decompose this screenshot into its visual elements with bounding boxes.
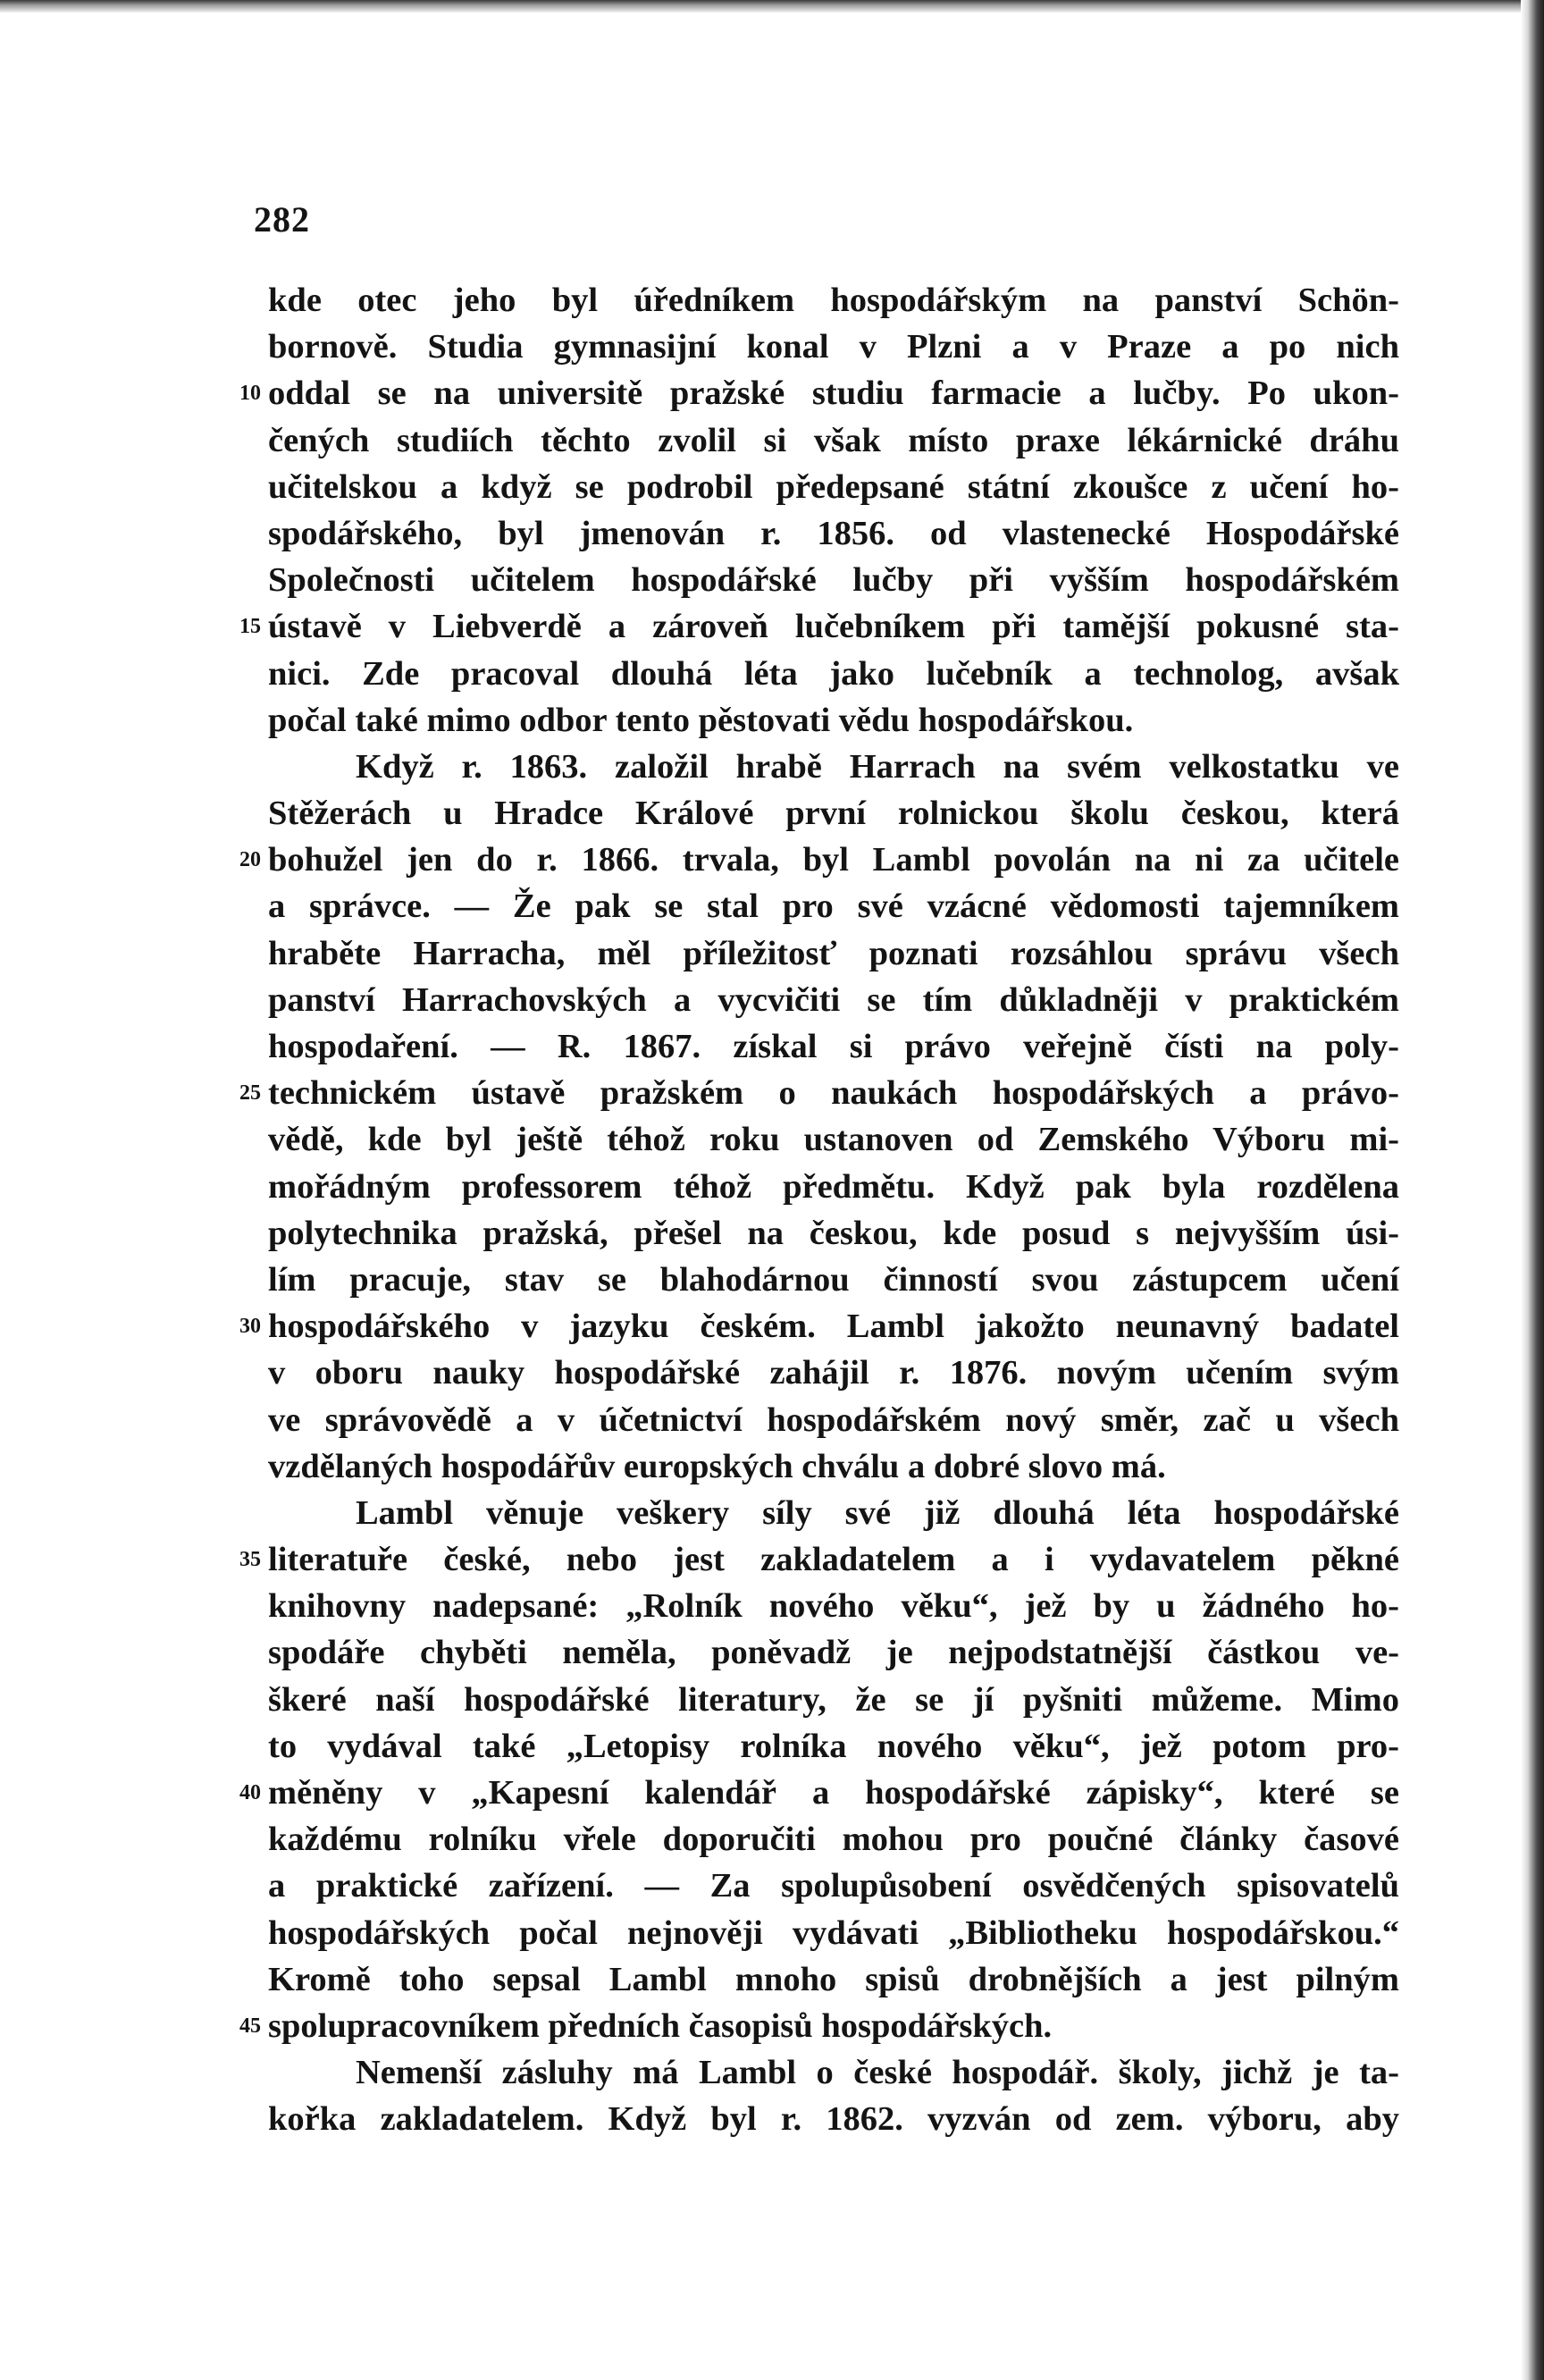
text-line bbox=[268, 790, 1399, 837]
line-text: hraběte Harracha, měl příležitosť poznati rozsáhlou správu všech bbox=[268, 934, 1399, 972]
text-line bbox=[268, 277, 1399, 324]
line-text: ve správovědě a v účetnictví hospodářském nový směr, zač u všech bbox=[268, 1400, 1399, 1439]
line-text: knihovny nadepsané: „Rolník nového věku“, jež by u žádného ho- bbox=[268, 1587, 1399, 1626]
text-line bbox=[268, 1956, 1399, 2003]
line-text: v oboru nauky hospodářské zahájil r. 1876. novým učením svým bbox=[268, 1354, 1399, 1392]
line-number-marker: 15 bbox=[239, 615, 261, 639]
line-text: měněny v „Kapesní kalendář a hospodářské zápisky“, které se bbox=[268, 1774, 1399, 1812]
text-line bbox=[239, 370, 1399, 416]
line-text: polytechnika pražská, přešel na českou, kde posud s nejvyšším úsi- bbox=[268, 1214, 1399, 1252]
text-line bbox=[268, 651, 1399, 697]
scan-edge-top bbox=[0, 0, 1544, 13]
line-text: hospodaření. — R. 1867. získal si právo veřejně čísti na poly- bbox=[268, 1028, 1399, 1065]
text-line bbox=[268, 1443, 1399, 1490]
text-line bbox=[268, 1164, 1399, 1210]
text-line bbox=[268, 1023, 1399, 1070]
line-text: čených studiích těchto zvolil si však místo praxe lékárnické dráhu bbox=[268, 421, 1399, 459]
line-text: hospodářských počal nejnověji vydávati „Bibliotheku hospodářskou.“ bbox=[268, 1913, 1399, 1952]
line-text: Kromě toho sepsal Lambl mnoho spisů drobnějších a jest pilným bbox=[268, 1960, 1399, 1998]
line-text: škeré naší hospodářské literatury, že se jí pyšniti můžeme. Mimo bbox=[268, 1680, 1399, 1719]
page-number: 282 bbox=[254, 199, 310, 240]
body-text bbox=[239, 277, 1399, 2143]
text-line bbox=[239, 2003, 1399, 2049]
line-text: literatuře české, nebo jest zakladatelem a i vydavatelem pěkné bbox=[268, 1541, 1399, 1579]
line-number-marker: 45 bbox=[239, 2014, 261, 2038]
text-line bbox=[239, 1536, 1399, 1583]
text-line bbox=[268, 1863, 1399, 1909]
text-line bbox=[268, 883, 1399, 929]
text-line bbox=[268, 1910, 1399, 1956]
text-line bbox=[268, 744, 1399, 790]
line-text: počal také mimo odbor tento pěstovati vědu hospodářskou. bbox=[268, 701, 1134, 739]
line-number-marker: 40 bbox=[239, 1781, 261, 1804]
line-text: Lambl věnuje veškery síly své již dlouhá léta hospodářské bbox=[356, 1493, 1399, 1532]
line-number-marker: 30 bbox=[239, 1315, 261, 1339]
line-text: mořádným professorem téhož předmětu. Když pak byla rozdělena bbox=[268, 1167, 1399, 1206]
scan-edge-right bbox=[1521, 0, 1544, 2380]
line-text: bornově. Studia gymnasijní konal v Plzni a v Praze a po nich bbox=[268, 328, 1399, 366]
text-line bbox=[239, 1770, 1399, 1816]
line-text: Nemenší zásluhy má Lambl o české hospodář. školy, jichž je ta- bbox=[356, 2054, 1399, 2092]
line-text: a praktické zařízení. — Za spolupůsobení osvědčených spisovatelů bbox=[268, 1867, 1399, 1905]
line-text: hospodářského v jazyku českém. Lambl jakožto neunavný badatel bbox=[268, 1308, 1399, 1346]
line-text: technickém ústavě pražském o naukách hospodářských a právo- bbox=[268, 1074, 1399, 1113]
line-text: kde otec jeho byl úředníkem hospodářským na panství Schön- bbox=[268, 282, 1399, 319]
line-text: každému rolníku vřele doporučiti mohou pro poučné články časové bbox=[268, 1821, 1399, 1859]
line-text: bohužel jen do r. 1866. trvala, byl Lambl povolán na ni za učitele bbox=[268, 841, 1399, 879]
line-text: to vydával také „Letopisy rolníka nového věku“, jež potom pro- bbox=[268, 1727, 1399, 1765]
text-line bbox=[268, 510, 1399, 557]
line-text: učitelskou a když se podrobil předepsané státní zkoušce z učení ho- bbox=[268, 467, 1399, 506]
text-line bbox=[268, 1583, 1399, 1629]
line-number-marker: 10 bbox=[239, 382, 261, 406]
text-line bbox=[268, 1490, 1399, 1536]
line-text: spodářského, byl jmenován r. 1856. od vlastenecké Hospodářské bbox=[268, 514, 1399, 552]
line-text: Společnosti učitelem hospodářské lučby při vyšším hospodářském bbox=[268, 561, 1399, 600]
text-line bbox=[268, 1629, 1399, 1676]
line-text: oddal se na universitě pražské studiu farmacie a lučby. Po ukon- bbox=[268, 374, 1399, 413]
text-line bbox=[268, 1257, 1399, 1303]
text-line bbox=[268, 1116, 1399, 1163]
line-text: Stěžerách u Hradce Králové první rolnickou školu českou, která bbox=[268, 795, 1399, 833]
text-line bbox=[268, 977, 1399, 1023]
line-text: vědě, kde byl ještě téhož roku ustanoven od Zemského Výboru mi- bbox=[268, 1121, 1399, 1159]
line-text: nici. Zde pracoval dlouhá léta jako lučebník a technolog, avšak bbox=[268, 654, 1399, 693]
line-text: ústavě v Liebverdě a zároveň lučebníkem při tamější pokusné sta- bbox=[268, 608, 1399, 646]
line-text: Když r. 1863. založil hrabě Harrach na svém velkostatku ve bbox=[356, 747, 1399, 786]
text-line bbox=[268, 1723, 1399, 1770]
line-text: vzdělaných hospodářův europských chválu a dobré slovo má. bbox=[268, 1447, 1166, 1485]
text-line bbox=[268, 1350, 1399, 1396]
line-number-marker: 25 bbox=[239, 1081, 261, 1106]
text-line bbox=[268, 2096, 1399, 2142]
text-line bbox=[239, 837, 1399, 883]
text-line bbox=[268, 324, 1399, 370]
text-line bbox=[239, 1070, 1399, 1116]
text-line bbox=[268, 417, 1399, 464]
line-text: kořka zakladatelem. Když byl r. 1862. vyzván od zem. výboru, aby bbox=[268, 2100, 1399, 2139]
line-text: panství Harrachovských a vycvičiti se tím důkladněji v praktickém bbox=[268, 980, 1399, 1019]
text-line bbox=[268, 1210, 1399, 1257]
line-text: lím pracuje, stav se blahodárnou činností svou zástupcem učení bbox=[268, 1260, 1399, 1299]
line-text: spodáře chyběti neměla, poněvadž je nejpodstatnější částkou ve- bbox=[268, 1634, 1399, 1672]
text-line bbox=[268, 1397, 1399, 1443]
text-line bbox=[268, 697, 1399, 744]
text-line bbox=[268, 930, 1399, 977]
text-line bbox=[268, 464, 1399, 510]
text-line bbox=[268, 1677, 1399, 1723]
line-number-marker: 35 bbox=[239, 1548, 261, 1572]
line-number-marker: 20 bbox=[239, 848, 261, 872]
text-line bbox=[239, 603, 1399, 650]
text-line bbox=[239, 1303, 1399, 1350]
line-text: a správce. — Že pak se stal pro své vzácné vědomosti tajemníkem bbox=[268, 887, 1399, 926]
text-line bbox=[268, 1816, 1399, 1863]
line-text: spolupracovníkem předních časopisů hospodářských. bbox=[268, 2006, 1053, 2045]
text-line bbox=[268, 2049, 1399, 2096]
text-line bbox=[268, 557, 1399, 603]
